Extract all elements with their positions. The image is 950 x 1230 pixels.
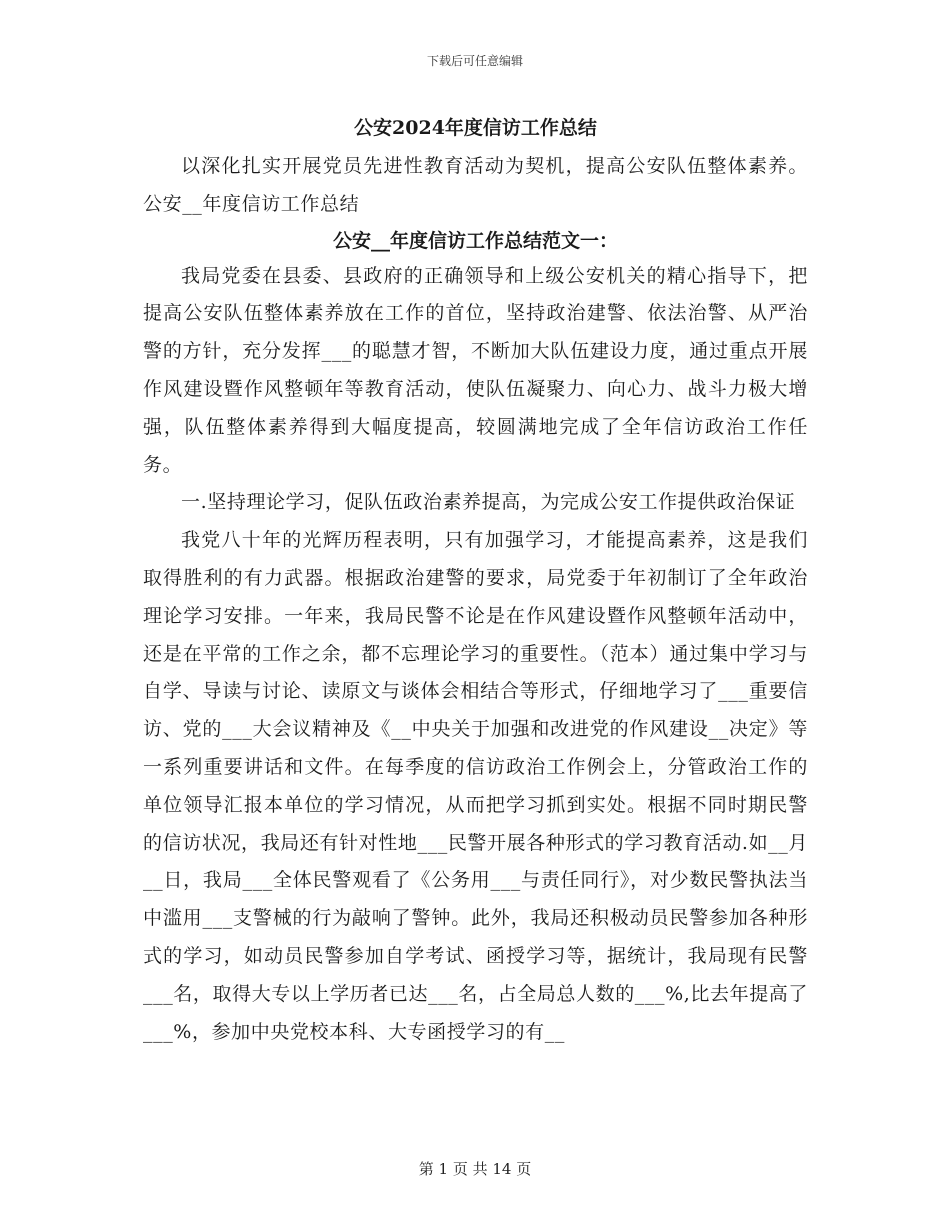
document-title: 公安2024年度信访工作总结 xyxy=(354,117,597,139)
document-subtitle: 公安__年度信访工作总结范文一： xyxy=(332,229,618,252)
page-number: 第 1 页 共 14 页 xyxy=(418,1160,532,1178)
body-paragraph-2: 我党八十年的光辉历程表明，只有加强学习，才能提高素养，这是我们取得胜利的有力武器。根据政治建警的要求，局党委于年初制订了全年政治理论学习安排。一年来，我局民警不论是在作风建设暨作风整顿年活动中，还是在平常的工作之余，都不忘理论学习的重要性。（范本）通过集中学习与自学、导读与讨论、读原文与谈体会相结合等形式，仔细地学习了___重要信访、党的___大会议精神及《__中央关于加强和改进党的作风建设__决定》等一系列重要讲话和文件。在每季度的信访政治工作例会上，分管政治工作的单位领导汇报本单位的学习情况，从而把学习抓到实处。根据不同时期民警的信访状况，我局还有针对性地___民警开展各种形式的学习教育活动.如__月__日，我局___全体民警观看了《公务用___与责任同行》，对少数民警执法当中滥用___支警械的行为敲响了警钟。此外，我局还积极动员民警参加各种形式的学习，如动员民警参加自学考试、函授学习等，据统计，我局现有民警___名，取得大专以上学历者已达___名，占全局总人数的___%,比去年提高了___%，参加中央党校本科、大专函授学习的有__ xyxy=(143,529,808,1043)
body-paragraph-1: 我局党委在县委、县政府的正确领导和上级公安机关的精心指导下，把提高公安队伍整体素养放在工作的首位，坚持政治建警、依法治警、从严治警的方针，充分发挥___的聪慧才智，不断加大队伍建设力度，通过重点开展作风建设暨作风整顿年等教育活动，使队伍凝聚力、向心力、战斗力极大增强，队伍整体素养得到大幅度提高，较圆满地完成了全年信访政治工作任务。 xyxy=(143,264,808,476)
page-header-note: 下载后可任意编辑 xyxy=(426,54,523,68)
section-heading-1: 一.坚持理论学习，促队伍政治素养提高，为完成公安工作提供政治保证 xyxy=(181,491,796,514)
intro-paragraph: 以深化扎实开展党员先进性教育活动为契机，提高公安队伍整体素养。公安__年度信访工作总结 xyxy=(143,155,808,215)
document-body xyxy=(143,114,808,1051)
